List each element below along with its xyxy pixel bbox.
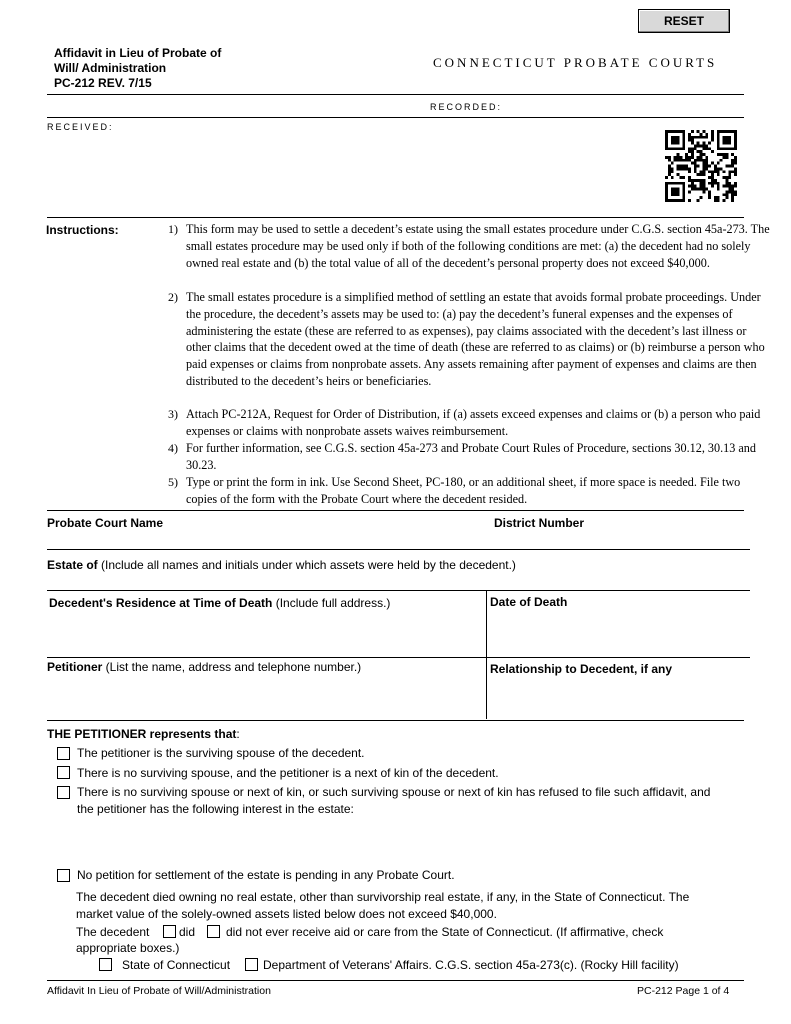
next-of-kin-text: There is no surviving spouse, and the petitioner is a next of kin of the decedent. [77, 766, 499, 780]
form-title-line2: Will/ Administration [54, 61, 167, 75]
petitioner-label [47, 660, 361, 674]
surviving-spouse-text: The petitioner is the surviving spouse of the decedent. [77, 746, 365, 760]
instructions-divider [47, 217, 744, 218]
aid-did-not-checkbox[interactable] [207, 925, 220, 938]
aid-prefix: The decedent [76, 925, 150, 939]
district-number-field[interactable] [494, 532, 744, 548]
residence-title: Decedent's Residence at Time of Death [49, 596, 273, 610]
petitioner-field[interactable] [47, 677, 481, 715]
estate-of-title: Estate of [47, 558, 98, 572]
no-petition-text: No petition for settlement of the estate is pending in any Probate Court. [77, 868, 455, 882]
surviving-spouse-checkbox[interactable] [57, 747, 70, 760]
other-interest-checkbox[interactable] [57, 786, 70, 799]
estate-of-field[interactable] [47, 574, 744, 588]
footer-right: PC-212 Page 1 of 4 [637, 985, 730, 997]
residence-field[interactable] [49, 613, 481, 653]
received-label: RECEIVED: [47, 122, 114, 132]
instruction-text: Attach PC-212A, Request for Order of Distribution, if (a) assets exceed expenses and claims or (b) a person who paid expenses or claims with nonprobate assets waives reimbursement. [186, 407, 761, 438]
estate-of-note: (Include all names and initials under which assets were held by the decedent.) [97, 558, 516, 572]
instruction-number: 3) [168, 407, 178, 421]
aid-suffix: did not ever receive aid or care from the State of Connecticut. (If affirmative, check [226, 925, 664, 939]
probate-court-name-field[interactable] [47, 532, 487, 548]
footer-divider [47, 980, 744, 981]
represents-heading-bold: THE PETITIONER represents that [47, 727, 237, 741]
no-petition-checkbox[interactable] [57, 869, 70, 882]
petitioner-note: (List the name, address and telephone number.) [102, 660, 362, 674]
aid-line2: appropriate boxes.) [76, 941, 180, 955]
recorded-label: RECORDED: [430, 102, 503, 112]
date-of-death-field[interactable] [490, 613, 744, 653]
estate-divider [47, 590, 750, 591]
probate-court-name-label: Probate Court Name [47, 516, 164, 530]
court-divider [47, 549, 750, 550]
instructions-label: Instructions: [46, 223, 119, 237]
state-ct-checkbox[interactable] [99, 958, 112, 971]
instruction-number: 5) [168, 475, 178, 489]
fields-top-divider [47, 510, 744, 511]
form-title-line1: Affidavit in Lieu of Probate of [54, 46, 222, 60]
header-divider [47, 94, 744, 95]
represents-heading-rest: : [236, 727, 240, 741]
residence-divider [47, 657, 750, 658]
next-of-kin-checkbox[interactable] [57, 766, 70, 779]
petitioner-divider [47, 720, 744, 721]
residence-label [49, 596, 390, 610]
footer-left: Affidavit In Lieu of Probate of Will/Administration [47, 985, 271, 997]
represents-heading [47, 727, 240, 741]
date-of-death-label: Date of Death [490, 595, 568, 609]
instruction-number: 1) [168, 222, 178, 236]
real-estate-statement: The decedent died owning no real estate, other than survivorship real estate, if any, in the State of Connecticut. The market value of the solely-owned assets listed below does not exceed $40,000. [76, 890, 690, 921]
instruction-number: 4) [168, 441, 178, 455]
field-column-divider [486, 590, 487, 719]
relationship-field[interactable] [490, 680, 744, 715]
courts-title: CONNECTICUT PROBATE COURTS [433, 55, 718, 70]
instruction-text: Type or print the form in ink. Use Second Sheet, PC-180, or an additional sheet, if more space is needed. File two copies of the form with the Probate Court where the decedent resided. [186, 475, 741, 506]
instruction-text: This form may be used to settle a decedent’s estate using the small estates procedure under C.G.S. section 45a-273. The small estates procedure may be used only if both of the following conditions are met: (a) the decedent had no solely owned real estate and (b) the total value of all of the decedent’s personal property does not exceed $40,000. [186, 222, 770, 270]
other-interest-text: There is no surviving spouse or next of kin, or such surviving spouse or next of kin has refused to file such affidavit, and the petitioner has the following interest in the estate: [77, 785, 711, 816]
state-ct-label: State of Connecticut [122, 958, 231, 972]
form-title [54, 46, 221, 91]
estate-of-label [47, 558, 516, 572]
residence-note: (Include full address.) [272, 596, 391, 610]
recorded-divider [47, 117, 744, 118]
veterans-label: Department of Veterans' Affairs. C.G.S. section 45a-273(c). (Rocky Hill facility) [263, 958, 679, 972]
instruction-text: The small estates procedure is a simplified method of settling an estate that avoids formal probate proceedings. Under the procedure, the decedent’s assets may be used to: (a) pay the decedent’s funeral expenses and the expenses of administering the estate (these are referred to as expenses), pay claims associated with the decedent’s last illness or other claims that the decedent owed at the time of death (these are referred to as claims) or (b) reimburse a person who paid expenses or claims from nonprobate assets. Any assets remaining after payment of expenses and claims are then distributed to the decedent’s heirs or beneficiaries. [186, 290, 765, 388]
interest-field[interactable] [77, 822, 737, 862]
veterans-checkbox[interactable] [245, 958, 258, 971]
instruction-text: For further information, see C.G.S. section 45a-273 and Probate Court Rules of Procedure, sections 30.12, 30.13 and 30.23. [186, 441, 756, 472]
relationship-label: Relationship to Decedent, if any [490, 662, 673, 676]
aid-did-label: did [179, 925, 196, 939]
aid-did-checkbox[interactable] [163, 925, 176, 938]
reset-button[interactable]: RESET [638, 9, 730, 33]
instruction-number: 2) [168, 290, 178, 304]
petitioner-title: Petitioner [47, 660, 103, 674]
form-number: PC-212 REV. 7/15 [54, 76, 152, 90]
district-number-label: District Number [494, 516, 585, 530]
qr-code-icon [665, 130, 737, 202]
